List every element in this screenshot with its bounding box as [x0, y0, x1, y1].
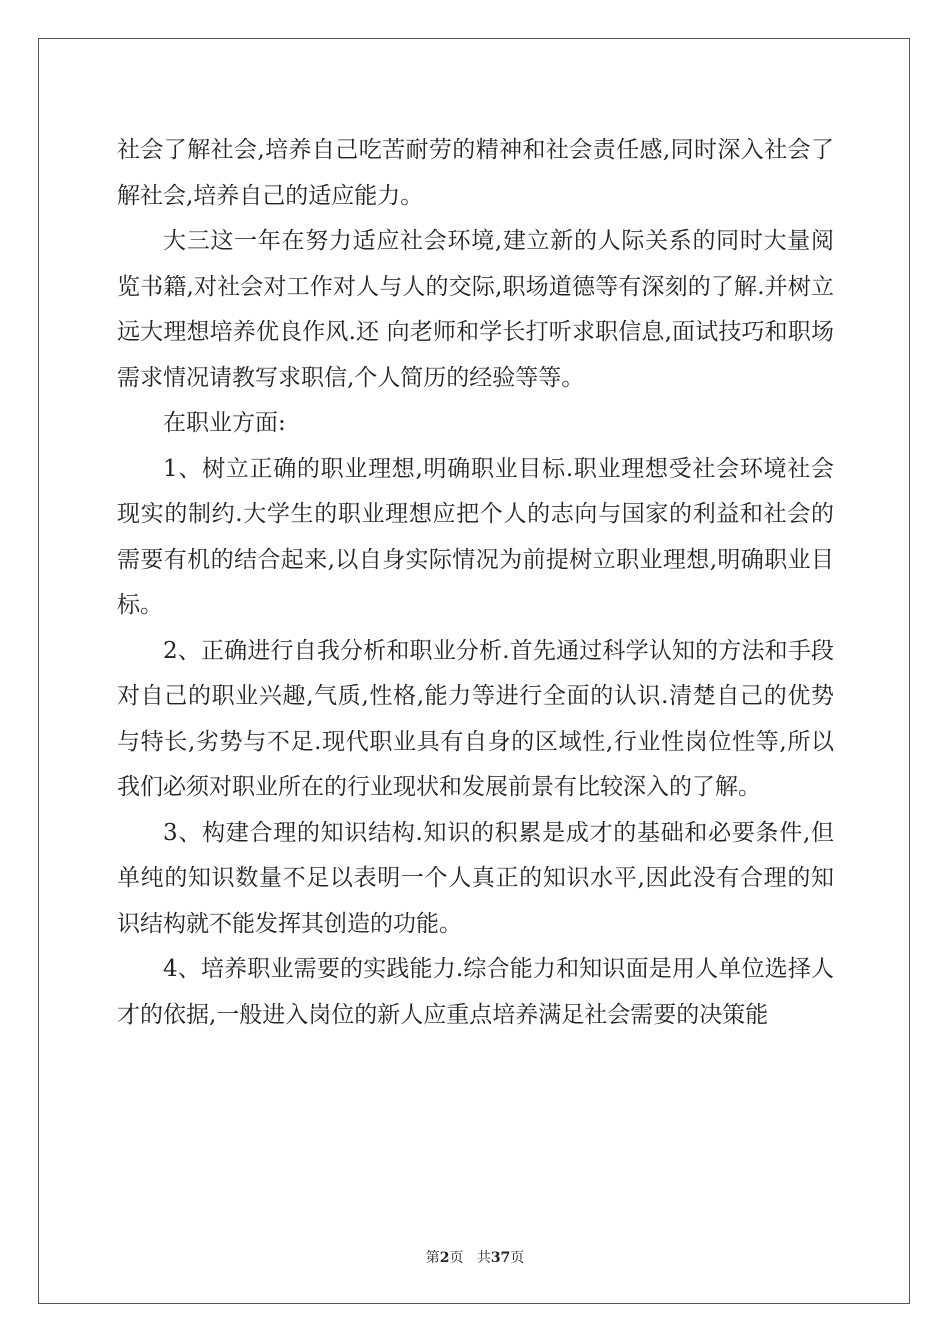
total-prefix: 共 — [476, 1250, 491, 1266]
page-suffix: 页 — [449, 1250, 464, 1266]
page-prefix: 第 — [425, 1250, 440, 1266]
section-heading: 在职业方面: — [163, 410, 286, 436]
paragraph: 大三这一年在努力适应社会环境,建立新的人际关系的同时大量阅览书籍,对社会对工作对人与人的交际,职场道德等有深刻的了解.并树立远大理想培养优良作风.还 向老师和学长打听求职信息,面试技巧和职场需求情况请教写求职信,个人简历的经验等等。 — [117, 228, 834, 391]
document-body — [117, 128, 834, 1038]
list-item: 3、构建合理的知识结构.知识的积累是成才的基础和必要条件,但单纯的知识数量不足以表明一个人真正的知识水平,因此没有合理的知识结构就不能发挥其创造的功能。 — [117, 819, 834, 937]
list-item: 2、正确进行自我分析和职业分析.首先通过科学认知的方法和手段对自己的职业兴趣,气质,性格,能力等进行全面的认识.清楚自己的优势与特长,劣势与不足.现代职业具有自身的区域性,行业性岗位性等,所以我们必须对职业所在的行业现状和发展前景有比较深入的了解。 — [117, 637, 834, 800]
list-item: 4、培养职业需要的实践能力.综合能力和知识面是用人单位选择人才的依据,一般进入岗位的新人应重点培养满足社会需要的决策能 — [117, 956, 834, 1028]
paragraph: 社会了解社会,培养自己吃苦耐劳的精神和社会责任感,同时深入社会了解社会,培养自己的适应能力。 — [117, 137, 834, 209]
total-pages: 37 — [490, 1250, 511, 1266]
list-item: 1、树立正确的职业理想,明确职业目标.职业理想受社会环境社会现实的制约.大学生的职业理想应把个人的志向与国家的利益和社会的需要有机的结合起来,以自身实际情况为前提树立职业理想,明确职业目标。 — [117, 455, 834, 618]
total-suffix: 页 — [510, 1250, 525, 1266]
page-number: 2 — [439, 1250, 450, 1266]
page-footer — [0, 1247, 950, 1267]
